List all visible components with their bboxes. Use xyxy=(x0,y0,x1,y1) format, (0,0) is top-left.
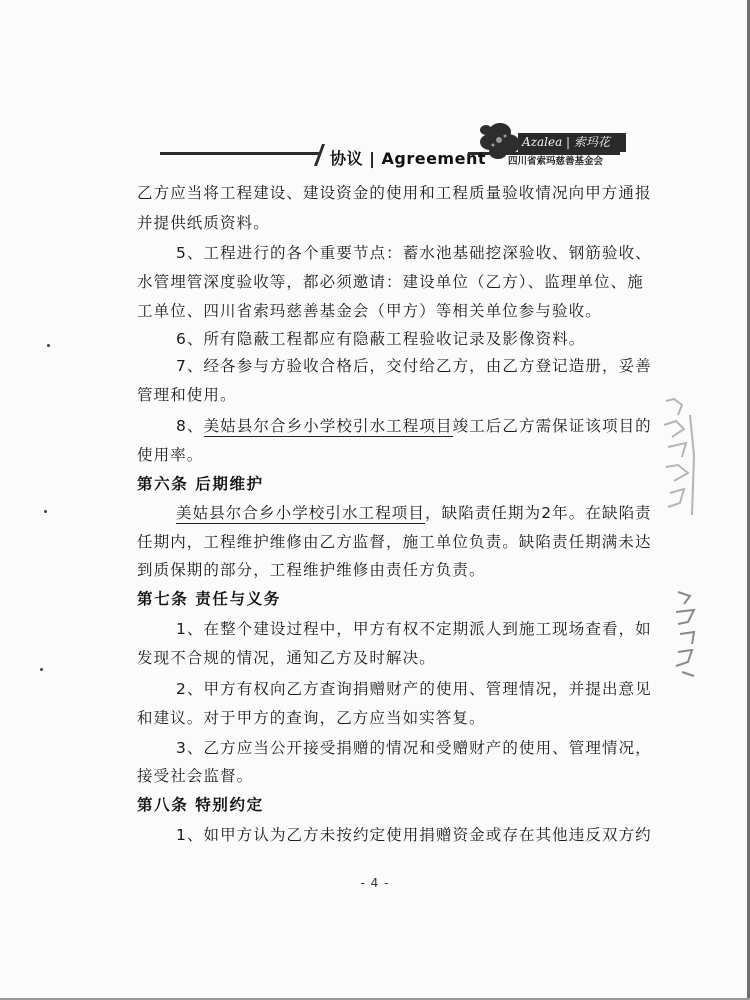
text-line: 1、在整个建设过程中，甲方有权不定期派人到施工现场查看，如 xyxy=(176,620,652,638)
text-line: 并提供纸质资料。 xyxy=(137,214,270,232)
section-heading: 第六条 后期维护 xyxy=(137,475,264,493)
text-line: 任期内，工程维护维修由乙方监督，施工单位负责。缺陷责任期满未达 xyxy=(137,533,652,551)
text-line: 1、如甲方认为乙方未按约定使用捐赠资金或存在其他违反双方约 xyxy=(176,826,652,844)
text-line: 3、乙方应当公开接受捐赠的情况和受赠财产的使用、管理情况， xyxy=(176,739,652,757)
text-line: 使用率。 xyxy=(137,446,204,464)
faint-seal-mark xyxy=(660,395,698,525)
item-prefix: 8、 xyxy=(176,417,204,435)
text-line: 管理和使用。 xyxy=(137,386,237,404)
brand-name: Azalea | 索玛花 xyxy=(518,133,626,152)
text-line: 和建议。对于甲方的查询，乙方应当如实答复。 xyxy=(137,709,486,727)
text-fragment: 竣工后乙方需保证该项目的 xyxy=(452,417,652,435)
text-line: 6、所有隐蔽工程都应有隐蔽工程验收记录及影像资料。 xyxy=(176,330,586,348)
text-line: 发现不合规的情况，通知乙方及时解决。 xyxy=(137,649,436,667)
text-line: 7、经各参与方验收合格后，交付给乙方，由乙方登记造册，妥善 xyxy=(176,357,652,375)
text-line: 到质保期的部分，工程维护维修由责任方负责。 xyxy=(137,561,486,579)
header-title: 协议 | Agreement xyxy=(330,149,486,168)
text-line: 水管埋管深度验收等，都必须邀请：建设单位（乙方）、监理单位、施 xyxy=(137,273,644,291)
text-fragment: ，缺陷责任期为2年。在缺陷责 xyxy=(425,504,652,522)
section-heading: 第八条 特别约定 xyxy=(137,796,264,814)
scan-speck xyxy=(40,668,43,671)
organization-name: 四川省索玛慈善基金会 xyxy=(508,156,604,167)
text-line: 5、工程进行的各个重要节点：蓄水池基础挖深验收、钢筋验收、 xyxy=(176,244,652,262)
section-heading: 第七条 责任与义务 xyxy=(137,590,281,608)
text-line xyxy=(176,501,652,523)
scan-speck xyxy=(47,344,50,347)
text-line: 乙方应当将工程建设、建设资金的使用和工程质量验收情况向甲方通报 xyxy=(137,184,652,202)
underlined-project-name: 美姑县尔合乡小学校引水工程项目 xyxy=(203,417,453,435)
text-line: 工单位、四川省索玛慈善基金会（甲方）等相关单位参与验收。 xyxy=(137,302,602,320)
text-line: 接受社会监督。 xyxy=(137,767,254,785)
text-line xyxy=(176,414,652,436)
page-number: - 4 - xyxy=(360,876,390,890)
underlined-project-name: 美姑县尔合乡小学校引水工程项目 xyxy=(176,504,426,522)
scan-speck xyxy=(44,510,47,513)
text-line: 2、甲方有权向乙方查询捐赠财产的使用、管理情况，并提出意见 xyxy=(176,680,652,698)
faint-seal-mark xyxy=(672,588,702,680)
